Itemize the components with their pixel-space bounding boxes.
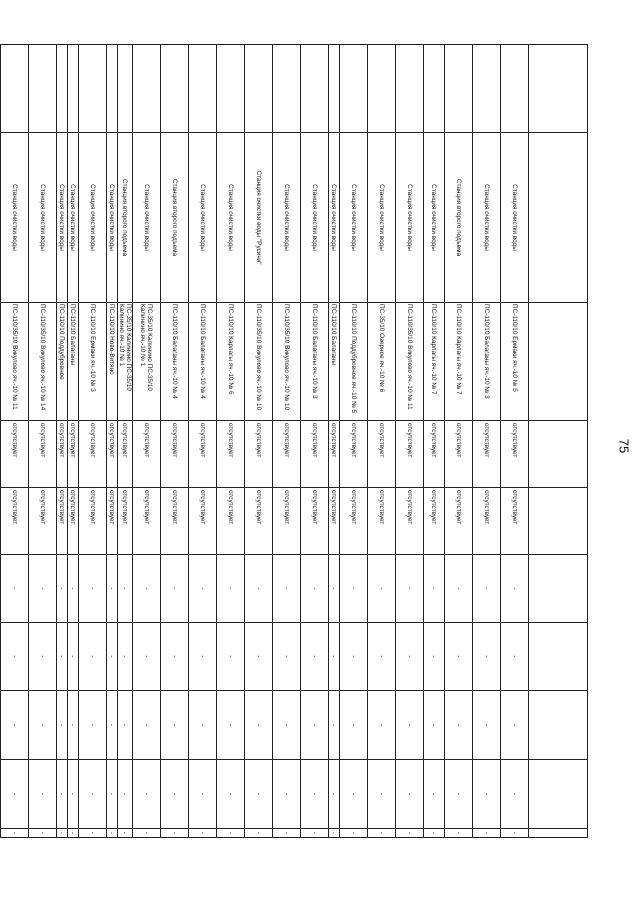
station-cell: Станция очистки воды <box>329 133 340 303</box>
dash-cell: - <box>189 829 217 838</box>
substation-cell: ПС-110/10 Балаганы <box>68 303 79 421</box>
status-cell <box>529 421 588 488</box>
status-cell <box>0 421 1 488</box>
substation-cell: ПС-110/10 Балаганы яч.-10 № 4 <box>161 303 189 421</box>
dash-cell: - <box>501 829 529 838</box>
station-cell <box>529 133 588 303</box>
dash-cell: - <box>473 829 501 838</box>
dash-cell: - <box>329 760 340 829</box>
dash-cell <box>0 691 1 760</box>
status-cell: отсутствует <box>133 488 161 555</box>
table-row <box>0 45 1 838</box>
dash-cell: - <box>107 555 118 623</box>
dash-cell: - <box>424 623 445 691</box>
status-cell: отсутствует <box>118 421 133 488</box>
dash-cell: - <box>245 623 273 691</box>
substation-cell: ПС-110/10 Карлагы яч.-10 № 7 <box>424 303 445 421</box>
dash-cell: - <box>273 829 301 838</box>
table-row <box>340 45 368 838</box>
dash-cell: - <box>396 691 424 760</box>
substation-cell: ПС-110/10 Ново-Витяно <box>107 303 118 421</box>
station-cell: Станция второго подъема <box>445 133 473 303</box>
dash-cell: - <box>133 555 161 623</box>
dash-cell: - <box>189 555 217 623</box>
dash-cell: - <box>273 623 301 691</box>
empty-cell <box>245 45 273 133</box>
status-cell: отсутствует <box>1 421 29 488</box>
dash-cell: - <box>245 691 273 760</box>
dash-cell: - <box>340 623 368 691</box>
dash-cell: - <box>340 691 368 760</box>
empty-cell <box>473 45 501 133</box>
dash-cell: - <box>29 691 57 760</box>
empty-cell <box>29 45 57 133</box>
empty-cell <box>424 45 445 133</box>
dash-cell: - <box>68 760 79 829</box>
dash-cell: - <box>340 760 368 829</box>
dash-cell: - <box>107 691 118 760</box>
dash-cell: - <box>217 555 245 623</box>
dash-cell: - <box>273 760 301 829</box>
table-row <box>273 45 301 838</box>
empty-cell <box>445 45 473 133</box>
table-row <box>329 45 340 838</box>
station-cell: Станция очистки воды <box>396 133 424 303</box>
dash-cell: - <box>396 555 424 623</box>
status-cell: отсутствует <box>161 421 189 488</box>
table-row <box>217 45 245 838</box>
dash-cell: - <box>445 829 473 838</box>
status-cell: отсутствует <box>424 488 445 555</box>
table-row <box>301 45 329 838</box>
dash-cell: - <box>107 760 118 829</box>
empty-cell <box>161 45 189 133</box>
dash-cell: - <box>445 555 473 623</box>
substation-cell: ПС-110/35/10 Викулово яч.-10 № 11 <box>396 303 424 421</box>
station-cell: Станция очистки воды <box>1 133 29 303</box>
dash-cell: - <box>1 760 29 829</box>
substation-cell: ПС-35/10 Калинино ПС-35/10 Калинино яч.-10 № 1 <box>133 303 161 421</box>
status-cell: отсутствует <box>29 488 57 555</box>
status-cell: отсутствует <box>29 421 57 488</box>
empty-cell <box>217 45 245 133</box>
dash-cell: - <box>29 555 57 623</box>
dash-cell <box>529 623 588 691</box>
table-row <box>107 45 118 838</box>
dash-cell: - <box>133 760 161 829</box>
station-cell: Станция очистки воды <box>340 133 368 303</box>
status-cell: отсутствует <box>189 421 217 488</box>
status-cell: отсутствует <box>79 488 107 555</box>
dash-cell <box>529 829 588 838</box>
page-number: 75 <box>616 438 632 454</box>
dash-cell: - <box>217 829 245 838</box>
status-cell: отсутствует <box>217 421 245 488</box>
station-cell: Станция очистки воды <box>301 133 329 303</box>
status-cell: отсутствует <box>445 488 473 555</box>
substation-cell: ПС-110/10 Карлагы яч.-10 № 7 <box>445 303 473 421</box>
dash-cell: - <box>217 760 245 829</box>
empty-cell <box>189 45 217 133</box>
data-table <box>0 44 588 838</box>
status-cell: отсутствует <box>79 421 107 488</box>
dash-cell: - <box>424 691 445 760</box>
dash-cell: - <box>301 623 329 691</box>
dash-cell: - <box>329 623 340 691</box>
dash-cell: - <box>1 555 29 623</box>
substation-cell: ПС-110/35/10 Викулово яч.-10 № 10 <box>245 303 273 421</box>
status-cell: отсутствует <box>273 421 301 488</box>
station-cell: Станция очистки воды <box>57 133 68 303</box>
dash-cell: - <box>79 760 107 829</box>
substation-cell: ПС-110/10 Карлагы яч.-10 № 6 <box>217 303 245 421</box>
table-row <box>161 45 189 838</box>
dash-cell: - <box>79 691 107 760</box>
table-row <box>473 45 501 838</box>
dash-cell: - <box>79 623 107 691</box>
status-cell: отсутствует <box>189 488 217 555</box>
station-cell: Станция очистки воды <box>273 133 301 303</box>
empty-cell <box>133 45 161 133</box>
status-cell: отсутствует <box>340 488 368 555</box>
dash-cell: - <box>133 691 161 760</box>
status-cell: отсутствует <box>301 421 329 488</box>
dash-cell: - <box>501 760 529 829</box>
substation-cell <box>529 303 588 421</box>
substation-cell: ПС-110/10 Балаганы яч.-10 № 3 <box>301 303 329 421</box>
empty-cell <box>329 45 340 133</box>
dash-cell: - <box>473 760 501 829</box>
dash-cell: - <box>161 691 189 760</box>
dash-cell: - <box>29 829 57 838</box>
table-row <box>189 45 217 838</box>
status-cell: отсутствует <box>396 488 424 555</box>
table-body <box>0 45 588 838</box>
status-cell: отсутствует <box>368 421 396 488</box>
empty-cell <box>107 45 118 133</box>
empty-cell <box>529 45 588 133</box>
status-cell: отсутствует <box>301 488 329 555</box>
status-cell: отсутствует <box>368 488 396 555</box>
rotated-table-container <box>11 44 588 837</box>
empty-cell <box>368 45 396 133</box>
station-cell: Станция очистки воды <box>68 133 79 303</box>
dash-cell: - <box>368 623 396 691</box>
station-cell: Станция очистки воды <box>79 133 107 303</box>
empty-cell <box>301 45 329 133</box>
dash-cell: - <box>301 691 329 760</box>
dash-cell: - <box>368 829 396 838</box>
substation-cell: ПС-110/10 Поддубровное <box>57 303 68 421</box>
dash-cell: - <box>424 760 445 829</box>
dash-cell: - <box>329 829 340 838</box>
dash-cell: - <box>424 555 445 623</box>
substation-cell: ПС-110/35/10 Викулово яч.-10 № 11 <box>1 303 29 421</box>
table-frame <box>11 44 588 837</box>
empty-cell <box>57 45 68 133</box>
station-cell: Станция очистки воды <box>107 133 118 303</box>
dash-cell: - <box>301 760 329 829</box>
dash-cell: - <box>57 829 68 838</box>
dash-cell: - <box>445 623 473 691</box>
dash-cell: - <box>57 691 68 760</box>
dash-cell: - <box>396 623 424 691</box>
dash-cell: - <box>445 691 473 760</box>
dash-cell: - <box>133 623 161 691</box>
dash-cell: - <box>79 829 107 838</box>
status-cell: отсутствует <box>1 488 29 555</box>
table-row <box>133 45 161 838</box>
status-cell: отсутствует <box>107 421 118 488</box>
status-cell: отсутствует <box>57 421 68 488</box>
empty-cell <box>1 45 29 133</box>
dash-cell: - <box>68 829 79 838</box>
status-cell: отсутствует <box>473 421 501 488</box>
status-cell: отсутствует <box>473 488 501 555</box>
status-cell: отсутствует <box>329 421 340 488</box>
dash-cell <box>0 829 1 838</box>
empty-cell <box>340 45 368 133</box>
station-cell: Станция очистки воды "Русичи" <box>245 133 273 303</box>
station-cell: Станция очистки воды <box>473 133 501 303</box>
station-cell: Станция очистки воды <box>189 133 217 303</box>
table-row <box>1 45 29 838</box>
station-cell: Станция очистки воды <box>501 133 529 303</box>
dash-cell: - <box>118 760 133 829</box>
dash-cell: - <box>189 760 217 829</box>
dash-cell <box>0 555 1 623</box>
status-cell: отсутствует <box>107 488 118 555</box>
table-row <box>68 45 79 838</box>
dash-cell: - <box>118 829 133 838</box>
station-cell: Станция второго подъема <box>118 133 133 303</box>
status-cell: отсутствует <box>445 421 473 488</box>
status-cell <box>0 488 1 555</box>
status-cell: отсутствует <box>161 488 189 555</box>
substation-cell: ПС-110/35/10 Викулово яч.-10 № 10 <box>273 303 301 421</box>
status-cell: отсутствует <box>340 421 368 488</box>
dash-cell: - <box>501 623 529 691</box>
dash-cell: - <box>473 555 501 623</box>
status-cell: отсутствует <box>501 488 529 555</box>
empty-cell <box>68 45 79 133</box>
dash-cell: - <box>57 760 68 829</box>
table-row <box>368 45 396 838</box>
table-row <box>245 45 273 838</box>
substation-cell: ПС-35/10 Калинино ПС-35/10 Калинино яч.-10 № 1 <box>118 303 133 421</box>
dash-cell: - <box>217 623 245 691</box>
status-cell: отсутствует <box>245 488 273 555</box>
table-row <box>396 45 424 838</box>
dash-cell: - <box>217 691 245 760</box>
empty-cell <box>79 45 107 133</box>
substation-cell: ПС-110/35/10 Викулово яч.-10 № 14 <box>29 303 57 421</box>
dash-cell: - <box>396 829 424 838</box>
dash-cell: - <box>329 555 340 623</box>
status-cell: отсутствует <box>245 421 273 488</box>
dash-cell: - <box>340 555 368 623</box>
dash-cell: - <box>340 829 368 838</box>
table-row <box>424 45 445 838</box>
status-cell: отсутствует <box>273 488 301 555</box>
station-cell: Станция очистки воды <box>424 133 445 303</box>
dash-cell: - <box>245 760 273 829</box>
dash-cell: - <box>301 555 329 623</box>
dash-cell: - <box>424 829 445 838</box>
status-cell: отсутствует <box>68 421 79 488</box>
empty-cell <box>118 45 133 133</box>
status-cell: отсутствует <box>501 421 529 488</box>
dash-cell: - <box>118 623 133 691</box>
dash-cell: - <box>161 829 189 838</box>
station-cell: Станция очистки воды <box>133 133 161 303</box>
empty-cell <box>396 45 424 133</box>
dash-cell: - <box>445 760 473 829</box>
station-cell: Станция очистки воды <box>217 133 245 303</box>
substation-cell: ПС-110/10 Поддубровное яч.-10 № 5 <box>340 303 368 421</box>
table-row <box>529 45 588 838</box>
table-row <box>29 45 57 838</box>
dash-cell: - <box>161 623 189 691</box>
substation-cell: ПС-110/10 Ермаки яч.-10 № 3 <box>79 303 107 421</box>
dash-cell: - <box>473 691 501 760</box>
dash-cell <box>529 760 588 829</box>
dash-cell: - <box>68 623 79 691</box>
dash-cell: - <box>1 829 29 838</box>
empty-cell <box>0 45 1 133</box>
dash-cell: - <box>329 691 340 760</box>
dash-cell: - <box>273 555 301 623</box>
table-row <box>79 45 107 838</box>
table-row <box>57 45 68 838</box>
status-cell: отсутствует <box>133 421 161 488</box>
dash-cell: - <box>29 623 57 691</box>
dash-cell: - <box>161 760 189 829</box>
dash-cell: - <box>107 829 118 838</box>
dash-cell: - <box>273 691 301 760</box>
station-cell: Станция очистки воды <box>29 133 57 303</box>
dash-cell: - <box>57 555 68 623</box>
table-row <box>118 45 133 838</box>
substation-cell: ПС-110/10 Ермаки яч.-10 № 5 <box>501 303 529 421</box>
status-cell: отсутствует <box>68 488 79 555</box>
dash-cell <box>529 691 588 760</box>
dash-cell <box>0 760 1 829</box>
dash-cell: - <box>245 829 273 838</box>
dash-cell: - <box>1 691 29 760</box>
table-row <box>501 45 529 838</box>
status-cell: отсутствует <box>57 488 68 555</box>
substation-cell <box>0 303 1 421</box>
status-cell: отсутствует <box>329 488 340 555</box>
status-cell <box>529 488 588 555</box>
status-cell: отсутствует <box>424 421 445 488</box>
dash-cell: - <box>29 760 57 829</box>
dash-cell: - <box>118 555 133 623</box>
dash-cell: - <box>368 691 396 760</box>
dash-cell: - <box>501 555 529 623</box>
dash-cell: - <box>368 555 396 623</box>
dash-cell: - <box>57 623 68 691</box>
empty-cell <box>501 45 529 133</box>
dash-cell: - <box>301 829 329 838</box>
substation-cell: ПС-110/10 Балаганы <box>329 303 340 421</box>
status-cell: отсутствует <box>396 421 424 488</box>
substation-cell: ПС-35/10 Озерное яч.-10 № 6 <box>368 303 396 421</box>
dash-cell: - <box>189 691 217 760</box>
table-row <box>445 45 473 838</box>
empty-cell <box>273 45 301 133</box>
dash-cell: - <box>1 623 29 691</box>
status-cell: отсутствует <box>118 488 133 555</box>
dash-cell: - <box>501 691 529 760</box>
status-cell: отсутствует <box>217 488 245 555</box>
dash-cell: - <box>133 829 161 838</box>
dash-cell <box>0 623 1 691</box>
substation-cell: ПС-110/10 Балаганы яч.-10 № 4 <box>189 303 217 421</box>
dash-cell: - <box>68 555 79 623</box>
dash-cell: - <box>473 623 501 691</box>
dash-cell <box>529 555 588 623</box>
station-cell: Станция второго подъема <box>161 133 189 303</box>
dash-cell: - <box>396 760 424 829</box>
dash-cell: - <box>118 691 133 760</box>
dash-cell: - <box>189 623 217 691</box>
substation-cell: ПС-110/10 Балаганы яч.-10 № 3 <box>473 303 501 421</box>
station-cell <box>0 133 1 303</box>
dash-cell: - <box>107 623 118 691</box>
station-cell: Станция очистки воды <box>368 133 396 303</box>
dash-cell: - <box>161 555 189 623</box>
dash-cell: - <box>79 555 107 623</box>
dash-cell: - <box>245 555 273 623</box>
dash-cell: - <box>368 760 396 829</box>
dash-cell: - <box>68 691 79 760</box>
